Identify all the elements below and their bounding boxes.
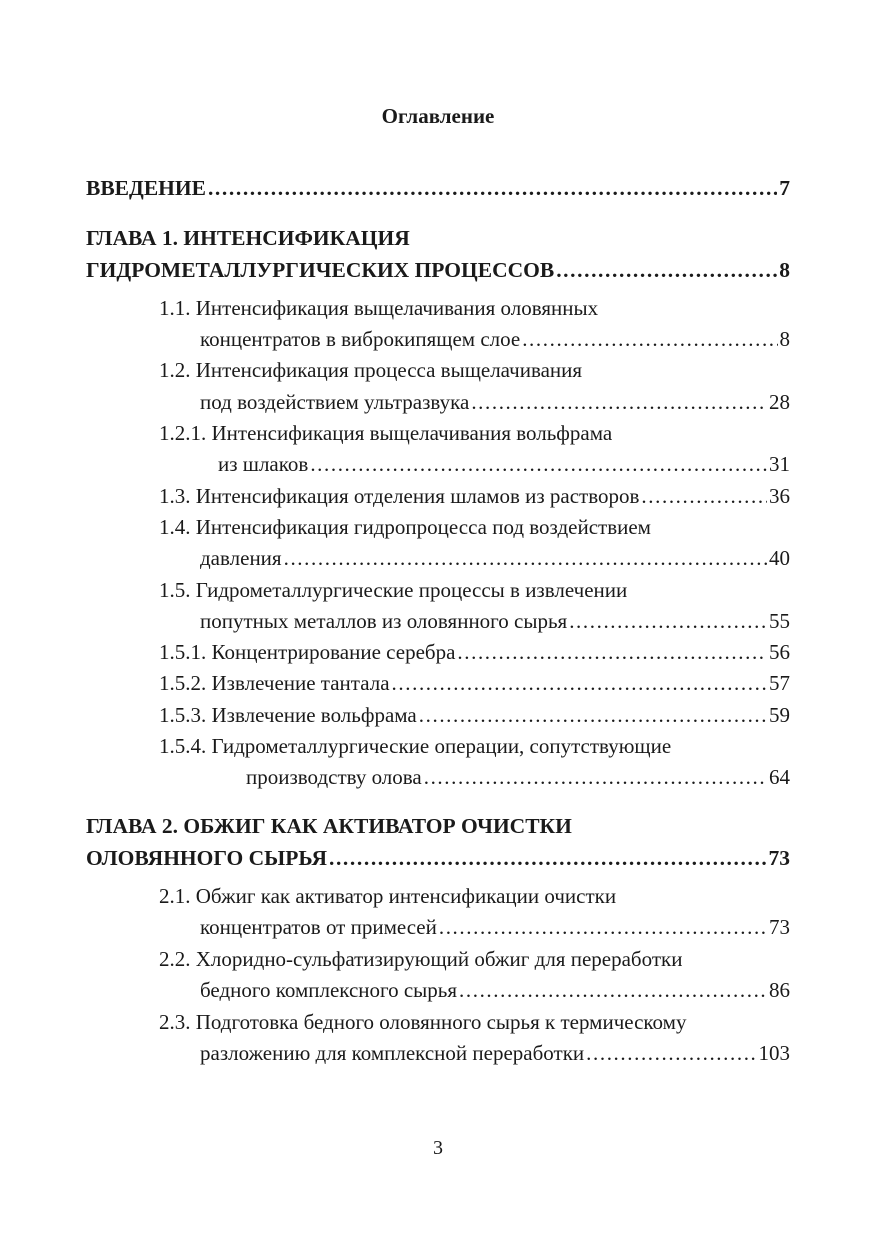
toc-entry-title: 1.2.1. Интенсификация выщелачивания вольфрама: [159, 421, 613, 445]
toc-section-1-5-3[interactable]: [159, 701, 790, 729]
dot-leader: [471, 388, 767, 416]
toc-section-2-3-line2[interactable]: [200, 1039, 790, 1067]
dot-leader: [392, 669, 767, 697]
toc-entry-page: 40: [769, 546, 790, 570]
toc-entry-page: 64: [769, 765, 790, 789]
toc-entry-title: ГИДРОМЕТАЛЛУРГИЧЕСКИХ ПРОЦЕССОВ: [86, 258, 555, 282]
dot-leader: [522, 325, 777, 353]
toc-chapter-1-title-line1[interactable]: [86, 224, 410, 252]
toc-entry-title: ВВЕДЕНИЕ: [86, 176, 206, 200]
dot-leader: [586, 1039, 756, 1067]
toc-section-1-5-1[interactable]: [159, 638, 790, 666]
toc-section-1-3[interactable]: [159, 482, 790, 510]
toc-entry-title: ОЛОВЯННОГО СЫРЬЯ: [86, 846, 327, 870]
toc-entry-page: 73: [769, 915, 790, 939]
toc-entry-title: разложению для комплексной переработки: [200, 1041, 585, 1065]
toc-section-1-5-line1[interactable]: [159, 576, 627, 604]
toc-entry-title: 2.3. Подготовка бедного оловянного сырья к термическому: [159, 1010, 687, 1034]
toc-section-1-4-line1[interactable]: [159, 513, 651, 541]
toc-entry-title: концентратов в виброкипящем слое: [200, 327, 521, 351]
toc-section-1-2-1-line1[interactable]: [159, 419, 612, 447]
toc-entry-page: 28: [769, 390, 790, 414]
toc-section-2-3-line1[interactable]: [159, 1008, 686, 1036]
dot-leader: [208, 174, 777, 202]
toc-section-1-1-line2[interactable]: [200, 325, 790, 353]
toc-entry-page: 55: [769, 609, 790, 633]
toc-section-2-2-line2[interactable]: [200, 976, 790, 1004]
toc-entry-title: 1.5.2. Извлечение тантала: [159, 671, 390, 695]
toc-chapter-2-title-line1[interactable]: [86, 812, 572, 840]
toc-entry-title: 2.1. Обжиг как активатор интенсификации очистки: [159, 884, 617, 908]
toc-chapter-2-title-line2[interactable]: [86, 844, 790, 872]
toc-section-1-2-line1[interactable]: [159, 356, 582, 384]
toc-entry-title: давления: [200, 546, 282, 570]
dot-leader: [424, 763, 767, 791]
toc-entry-introduction[interactable]: [86, 174, 790, 202]
toc-entry-page: 86: [769, 978, 790, 1002]
toc-section-2-1-line1[interactable]: [159, 882, 616, 910]
toc-section-1-2-1-line2[interactable]: [218, 450, 790, 478]
dot-leader: [329, 844, 767, 872]
toc-entry-page: 7: [779, 176, 790, 200]
toc-chapter-1-title-line2[interactable]: [86, 256, 790, 284]
toc-entry-title: концентратов от примесей: [200, 915, 437, 939]
toc-entry-title: 1.5. Гидрометаллургические процессы в извлечении: [159, 578, 628, 602]
dot-leader: [459, 976, 767, 1004]
toc-entry-page: 73: [768, 846, 790, 870]
toc-section-1-5-2[interactable]: [159, 669, 790, 697]
dot-leader: [641, 482, 767, 510]
toc-section-1-4-line2[interactable]: [200, 544, 790, 572]
page-title: Оглавление: [381, 104, 495, 128]
toc-section-2-2-line1[interactable]: [159, 945, 682, 973]
toc-entry-page: 31: [769, 452, 790, 476]
toc-entry-title: ГЛАВА 1. ИНТЕНСИФИКАЦИЯ: [86, 226, 410, 250]
toc-section-2-1-line2[interactable]: [200, 913, 790, 941]
toc-entry-title: ГЛАВА 2. ОБЖИГ КАК АКТИВАТОР ОЧИСТКИ: [86, 814, 572, 838]
toc-entry-title: попутных металлов из оловянного сырья: [200, 609, 568, 633]
toc-entry-title: 1.3. Интенсификация отделения шламов из растворов: [159, 484, 640, 508]
toc-entry-title: 1.5.1. Концентрирование серебра: [159, 640, 456, 664]
toc-entry-title: 1.4. Интенсификация гидропроцесса под воздействием: [159, 515, 651, 539]
toc-entry-title: 2.2. Хлоридно-сульфатизирующий обжиг для переработки: [159, 947, 683, 971]
toc-entry-page: 103: [758, 1041, 790, 1065]
toc-entry-title: под воздействием ультразвука: [200, 390, 470, 414]
toc-entry-page: 8: [779, 258, 790, 282]
toc-section-1-5-4-line1[interactable]: [159, 732, 671, 760]
toc-entry-page: 36: [769, 484, 790, 508]
toc-entry-page: 57: [769, 671, 790, 695]
toc-section-1-5-line2[interactable]: [200, 607, 790, 635]
dot-leader: [569, 607, 767, 635]
toc-section-1-2-line2[interactable]: [200, 388, 790, 416]
toc-entry-title: бедного комплексного сырья: [200, 978, 458, 1002]
toc-section-1-5-4-line2[interactable]: [246, 763, 790, 791]
toc-entry-page: 56: [769, 640, 790, 664]
toc-entry-title: 1.5.4. Гидрометаллургические операции, сопутствующие: [159, 734, 672, 758]
dot-leader: [556, 256, 777, 284]
toc-section-1-1-line1[interactable]: [159, 294, 598, 322]
toc-entry-title: производству олова: [246, 765, 422, 789]
dot-leader: [457, 638, 767, 666]
dot-leader: [284, 544, 767, 572]
toc-entry-title: 1.5.3. Извлечение вольфрама: [159, 703, 417, 727]
toc-entry-title: 1.1. Интенсификация выщелачивания оловянных: [159, 296, 599, 320]
dot-leader: [310, 450, 767, 478]
dot-leader: [439, 913, 767, 941]
toc-entry-page: 59: [769, 703, 790, 727]
toc-entry-page: 8: [779, 327, 790, 351]
page-number: 3: [433, 1137, 443, 1159]
dot-leader: [419, 701, 767, 729]
toc-entry-title: из шлаков: [218, 452, 309, 476]
toc-entry-title: 1.2. Интенсификация процесса выщелачивания: [159, 358, 583, 382]
